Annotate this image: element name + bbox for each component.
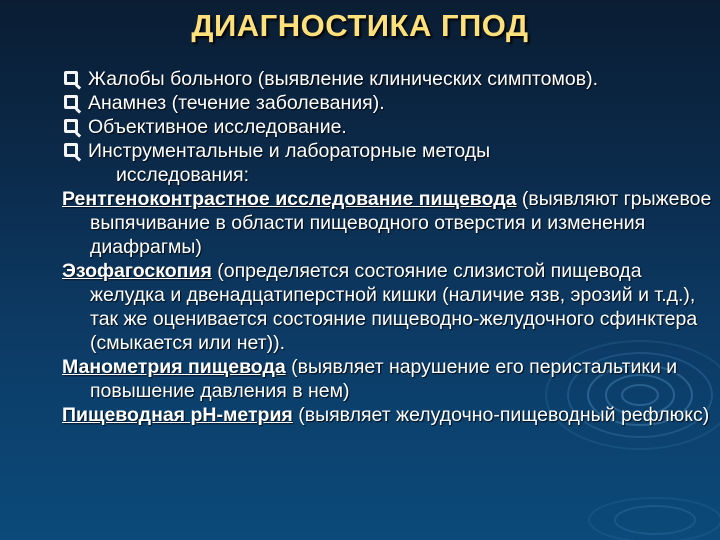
bullet-item bbox=[62, 115, 714, 139]
bullet-continuation: исследования: bbox=[116, 164, 250, 186]
method-description: (выявляет нарушение его перистальтики и повышение давления в нем) bbox=[90, 356, 678, 402]
checkbox-bullet-icon bbox=[64, 143, 78, 157]
bullet-item bbox=[62, 67, 714, 91]
checkbox-bullet-icon bbox=[64, 119, 78, 133]
method-heading: Манометрия пищевода bbox=[62, 356, 286, 378]
method-paragraph bbox=[62, 355, 714, 403]
method-paragraph bbox=[62, 259, 714, 355]
method-heading: Пищеводная рН-метрия bbox=[62, 404, 293, 426]
bullet-item bbox=[62, 91, 714, 115]
method-description: (определяется состояние слизистой пищевода желудка и двенадцатиперстной кишки (наличие язв, эрозий и т.д.), так же оценивается состояние пищеводно-желудочного сфинктера (смыкается или нет)). bbox=[90, 260, 698, 354]
bullet-text: Жалобы больного (выявление клинических симптомов). bbox=[88, 68, 598, 90]
method-paragraph bbox=[62, 187, 714, 259]
checkbox-bullet-icon bbox=[64, 71, 78, 85]
bullet-text: Анамнез (течение заболевания). bbox=[88, 92, 385, 114]
checkbox-bullet-icon bbox=[64, 95, 78, 109]
bullet-text: Объективное исследование. bbox=[88, 116, 347, 138]
method-heading: Рентгеноконтрастное исследование пищевода bbox=[62, 188, 517, 210]
slide-title: ДИАГНОСТИКА ГПОД bbox=[191, 8, 529, 43]
bullet-item bbox=[62, 139, 714, 187]
method-heading: Эзофагоскопия bbox=[62, 260, 212, 282]
method-description: (выявляет желудочно-пищеводный рефлюкс) bbox=[292, 404, 710, 426]
method-description: (выявляют грыжевое выпячивание в области пищеводного отверстия и изменения диафрагмы) bbox=[90, 188, 712, 258]
bullet-text: Инструментальные и лабораторные методы bbox=[88, 140, 491, 162]
method-paragraph bbox=[62, 403, 714, 427]
slide-body bbox=[62, 67, 714, 427]
